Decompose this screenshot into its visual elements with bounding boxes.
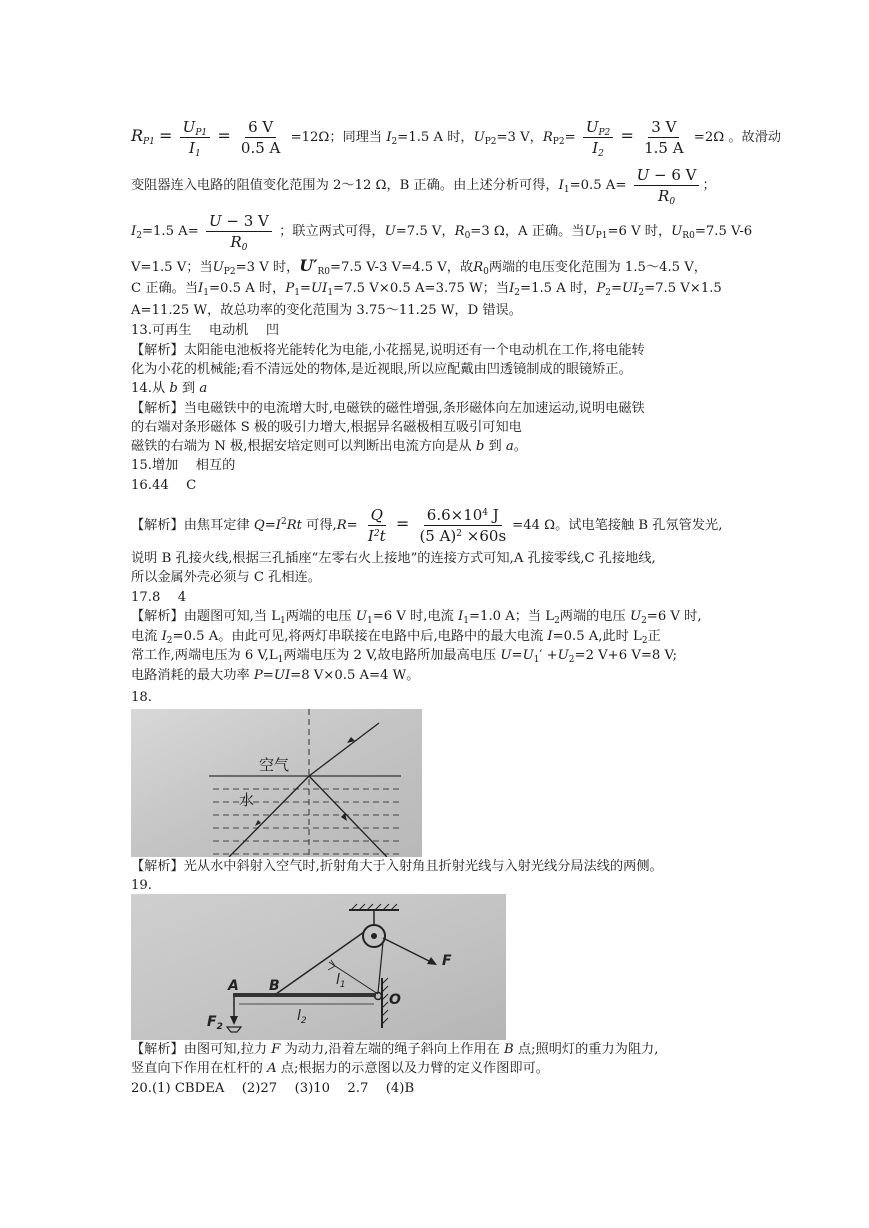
line-5: C 正确。当$I_1=0.5$ A 时，$P_1=UI_1=7.5$ V×0.5 A=3.75 W；当$I_2=1.5$ A 时，$P_2=UI_2=7.5$ V×1.5	[131, 281, 722, 298]
lever-diagram	[131, 894, 506, 1040]
line-17: 说明 B 孔接火线,根据三孔插座“左零右火上接地”的连接方式可知,A 孔接零线,C 孔接地线,	[131, 551, 656, 566]
line-3: $I_2=1.5$ A= $\frac{U - 3 V}{R_0}$ ；联立两式可得，U=7.5 V，$R_0=3$ Ω，A 正确。当$U_{P1}=6$ V 时，$U_{R0}=7.5$ V-6	[131, 212, 753, 253]
water-label: 水	[239, 791, 255, 809]
line-4: V=1.5 V；当$U_{P2}=3$ V 时，$U'_{R0}=7.5$ V-3 V=4.5 V，故$R_0$两端的电压变化范围为 1.5～4.5 V，	[131, 256, 707, 277]
line-11: 【解析】当电磁铁中的电流增大时,电磁铁的磁性增强,条形磁体向左加速运动,说明电磁铁	[131, 401, 645, 416]
line-25: 【解析】光从水中斜射入空气时,折射角大于入射角且折射光线与入射光线分局法线的两侧。	[131, 859, 663, 874]
line-28: 竖直向下作用在杠杆的 A 点;根据力的示意图以及力臂的定义作图即可。	[131, 1061, 549, 1076]
fraction-up2-i2: $\frac{U_{P2}}{I_2}$	[583, 118, 613, 157]
label-a: A	[228, 978, 239, 994]
line-18: 所以金属外壳必须与 C 孔相连。	[131, 570, 321, 585]
line-6: A=11.25 W，故总功率的变化范围为 3.75～11.25 W，D 错误。	[131, 303, 522, 318]
answer-20: 20.(1) CBDEA (2)27 (3)10 2.7 (4)B	[131, 1081, 415, 1096]
answer-18: 18.	[131, 690, 152, 705]
line-13: 磁铁的右端为 N 极,根据安培定则可以判断出电流方向是从 b 到 a。	[131, 439, 527, 454]
line-12: 的右端对条形磁体 S 极的吸引力增大,根据异名磁极相互吸引可知电	[131, 420, 522, 435]
fraction-6v-05a: $\frac{6 V}{0.5 A}$	[240, 118, 281, 157]
line-16: 【解析】由焦耳定律 $Q=I^2Rt$ 可得,R= $\frac{Q}{I^2t}$ = $\frac{6.6\times 10^4 J}{(5 A)^2 \times 60s}$ =44 Ω。试电笔接触 B 孔氖管发光,	[131, 506, 723, 545]
fraction-joule-value: $\frac{6.6\times 10^4 J}{(5 A)^2 \times 60s}$	[419, 506, 507, 545]
line-27: 【解析】由图可知,拉力 F 为动力,沿着左端的绳子斜向上作用在 B 点;照明灯的重力为阻力,	[131, 1042, 659, 1057]
fraction-q-i2t: $\frac{Q}{I^2t}$	[367, 506, 386, 545]
line-1: $R_{P1}$ = $\frac{U_{P1}}{I_1}$ = $\frac{6 V}{0.5 A}$ =12Ω；同理当 $I_2=1.5$ A 时，$U_{P2}=3$ V，$R_{P2}=$ $\frac{U_{P2}}{I_2}$ = $\frac{3 V}{1.5 A}$ =2Ω 。故滑动	[131, 118, 782, 159]
fraction-u-3v-r0: $\frac{U - 3 V}{R_0}$	[206, 212, 272, 251]
refraction-diagram	[131, 709, 422, 857]
answer-17: 17.8 4	[131, 590, 187, 605]
label-l1: $l_1$	[336, 972, 346, 990]
line-20: 【解析】由题图可知,当 $L_1$两端的电压 $U_1=6$ V 时,电流 $I_1=1.0$ A；当 $L_2$两端的电压 $U_2=6$ V 时,	[131, 609, 702, 626]
line-22: 常工作,两端电压为 6 $V,L_1$两端电压为 2 V,故电路所加最高电压 $U=U_1' +U_2=2$ V+6 V=8 V;	[131, 648, 678, 665]
label-f2: $F_2$	[207, 1014, 223, 1032]
refraction-figure	[131, 709, 422, 857]
fraction-up1-i1: $\frac{U_{P1}}{I_1}$	[180, 118, 210, 157]
answer-19: 19.	[131, 878, 152, 893]
label-b: B	[269, 978, 280, 994]
answer-14: 14.从 b 到 a	[131, 381, 208, 396]
line-2: 变阻器连入电路的阻值变化范围为 2～12 Ω，B 正确。由上述分析可得，$I_1=0.5$ A= $\frac{U - 6 V}{R_0}$ ；	[131, 166, 716, 207]
answer-13: 13.可再生 电动机 凹	[131, 323, 280, 338]
label-l2: $l_2$	[297, 1008, 307, 1026]
air-label: 空气	[259, 756, 290, 774]
answer-15: 15.增加 相互的	[131, 458, 236, 473]
line-21: 电流 $I_2=0.5$ A。由此可见,将两灯串联接在电路中后,电路中的最大电流 I=0.5 A,此时 $L_2$正	[131, 629, 661, 646]
line-23: 电路消耗的最大功率 P=UI=8 V×0.5 A=4 W。	[131, 668, 420, 683]
answer-16: 16.44 C	[131, 478, 197, 493]
line-9: 化为小花的机械能;看不清远处的物体,是近视眼,所以应配戴由凹透镜制成的眼镜矫正。	[131, 362, 632, 377]
fraction-3v-15a: $\frac{3 V}{1.5 A}$	[644, 118, 684, 157]
fraction-u-6v-r0: $\frac{U - 6 V}{R_0}$	[634, 166, 700, 205]
resistance-symbol: $R_{P1}$	[131, 126, 155, 147]
lever-figure	[131, 894, 506, 1040]
label-f: F	[442, 953, 452, 969]
lever-bar	[233, 993, 376, 997]
line-8: 【解析】太阳能电池板将光能转化为电能,小花摇晃,说明还有一个电动机在工作,将电能转	[131, 343, 645, 358]
label-o: O	[389, 992, 401, 1008]
